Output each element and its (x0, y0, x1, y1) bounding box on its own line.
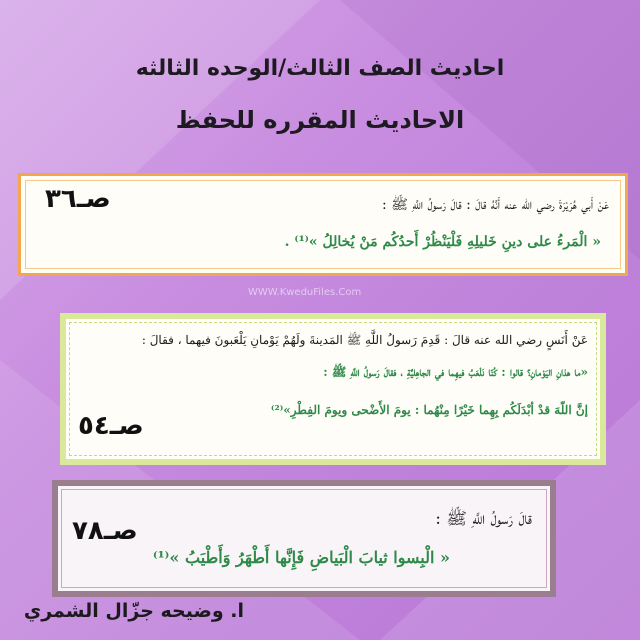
card-inner-border (25, 180, 621, 269)
hadith-line: إنَّ اللّهَ قدْ أبْدَلَكُم بِهِما خَيْرًا مِنْهُما : يومَ الأَضْحى ويومَ الفِطْرِ»⁽²⁾ (270, 403, 588, 417)
hadith-intro: قالَ رَسولُ اللَّهِ ﷺ : (435, 509, 532, 529)
hadith-card-2 (60, 313, 606, 465)
page-number: صـ٥٤ (78, 411, 144, 441)
page-subtitle: الاحاديث المقرره للحفظ (175, 106, 465, 134)
author-name: ا. وضيحه جزّال الشمري (23, 600, 244, 622)
hadith-card-1 (18, 173, 628, 276)
page-number: صـ٧٨ (72, 516, 138, 546)
hadith-line: عَنْ أَنَسٍ رضي الله عنه قالَ : قَدِمَ رَسولُ اللَّهِ ﷺ المَدينةَ ولَهُمْ يَوْمانِ يَلْعَبونَ فيهما ، فقالَ : (141, 333, 588, 347)
hadith-intro: عَنْ أَبي هُرَيْرَةَ رضي الله عنه أَنَّهُ قالَ : قالَ رَسولُ اللَّهِ ﷺ : (382, 197, 609, 213)
page-title: احاديث الصف الثالث/الوحده الثالثه (135, 56, 505, 81)
page-number: صـ٣٦ (45, 184, 111, 214)
watermark: WWW.KweduFiles.Com (248, 287, 362, 298)
hadith-text: « الْمَرءُ على دينِ خَليلِهِ فَلْيَنْظُرْ أَحدُكُم مَنْ يُخالِلُ »⁽¹⁾ . (284, 234, 601, 250)
hadith-card-3 (52, 480, 556, 597)
hadith-line: «ما هذانِ اليَوْمانِ؟ قالوا : كُنّا نَلْعَبُ فيهِما في الجاهِليَّةِ ، فقالَ رَسولُ اللَّهِ ﷺ : (323, 365, 588, 379)
hadith-text: « الْبِسوا ثيابَ الْبَياضِ فَإِنَّها أَطْهَرُ وَأَطْيَبُ »⁽¹⁾ (152, 548, 450, 567)
